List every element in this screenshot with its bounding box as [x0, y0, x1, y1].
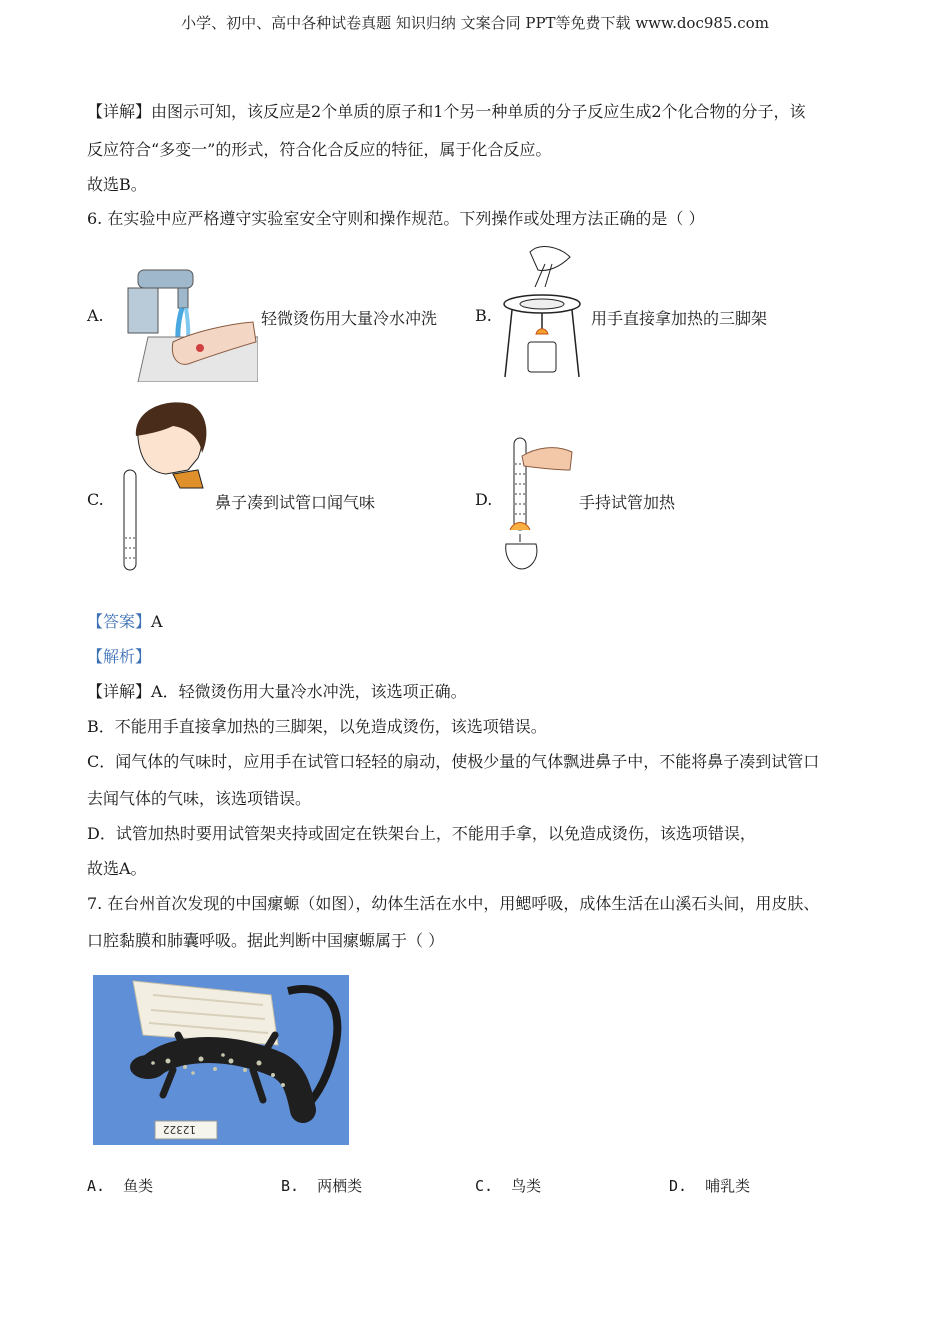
salamander-specimen-image: [93, 975, 349, 1145]
q6-detail-line1: [87, 682, 467, 702]
detail-tag: 【详解】: [87, 682, 152, 701]
q7-stem-line1: 7. 在台州首次发现的中国瘰螈（如图），幼体生活在水中，用鳃呼吸，成体生活在山溪石头间，用皮肤、: [87, 894, 820, 913]
prev-detail-line2: 反应符合“多变一”的形式，符合化合反应的特征，属于化合反应。: [87, 140, 552, 159]
q6-option-c-letter: C.: [87, 490, 104, 509]
detail-text: A．轻微烫伤用大量冷水冲洗，该选项正确。: [151, 682, 467, 701]
answer-tag: 【答案】: [87, 612, 152, 631]
choice-letter: A.: [87, 1177, 106, 1195]
tripod-burner-illustration: [500, 242, 585, 382]
faucet-burn-illustration: [118, 262, 258, 382]
prev-detail-line1: [87, 102, 806, 122]
q6-option-a-letter: A.: [87, 306, 104, 325]
choice-letter: B.: [281, 1177, 300, 1195]
q6-option-b-letter: B.: [475, 306, 492, 325]
choice-letter: D.: [669, 1177, 688, 1195]
q7-choice-b: [281, 1175, 362, 1196]
q7-stem-line2: 口腔黏膜和肺囊呼吸。据此判断中国瘰螈属于（ ）: [87, 931, 445, 950]
detail-tag: 【详解】: [87, 102, 152, 121]
smell-test-tube-illustration: [118, 398, 213, 576]
q7-choice-d: [669, 1175, 750, 1196]
q6-option-a-text: 轻微烫伤用大量冷水冲洗: [261, 309, 438, 328]
prev-conclusion: 故选B。: [87, 175, 147, 194]
specimen-label: 12322: [163, 1123, 197, 1136]
hand-heating-test-tube-illustration: [500, 434, 580, 574]
q6-answer: [87, 612, 163, 632]
choice-text: 鸟类: [511, 1177, 542, 1195]
q7-choice-c: [475, 1175, 541, 1196]
q6-detail-line2: B．不能用手直接拿加热的三脚架，以免造成烫伤，该选项错误。: [87, 717, 547, 736]
choice-letter: C.: [475, 1177, 494, 1195]
q6-detail-line3: C．闻气体的气味时，应用手在试管口轻轻的扇动，使极少量的气体飘进鼻子中，不能将鼻子凑到试管口: [87, 752, 820, 771]
choice-text: 哺乳类: [705, 1177, 751, 1195]
page-header: 小学、初中、高中各种试卷真题 知识归纳 文案合同 PPT等免费下载 www.doc985.com: [181, 14, 769, 32]
q6-detail-line5: D．试管加热时要用试管架夹持或固定在铁架台上，不能用手拿，以免造成烫伤，该选项错误，: [87, 824, 756, 843]
choice-text: 两栖类: [317, 1177, 363, 1195]
q6-stem: 6. 在实验中应严格遵守实验室安全守则和操作规范。下列操作或处理方法正确的是（ ）: [87, 209, 705, 228]
salamander-photo: [93, 975, 349, 1145]
choice-text: 鱼类: [123, 1177, 154, 1195]
answer-value: A: [151, 612, 163, 631]
q6-option-d-text: 手持试管加热: [579, 493, 676, 512]
q6-option-b-text: 用手直接拿加热的三脚架: [591, 309, 768, 328]
q6-detail-line4: 去闻气体的气味，该选项错误。: [87, 789, 312, 808]
analysis-tag: 【解析】: [87, 647, 152, 666]
q6-detail-line6: 故选A。: [87, 859, 147, 878]
q6-option-c-text: 鼻子凑到试管口闻气味: [215, 493, 376, 512]
q6-option-d-letter: D.: [475, 490, 493, 509]
detail-text: 由图示可知，该反应是2个单质的原子和1个另一种单质的分子反应生成2个化合物的分子，该: [151, 102, 806, 121]
q7-choice-a: [87, 1175, 153, 1196]
